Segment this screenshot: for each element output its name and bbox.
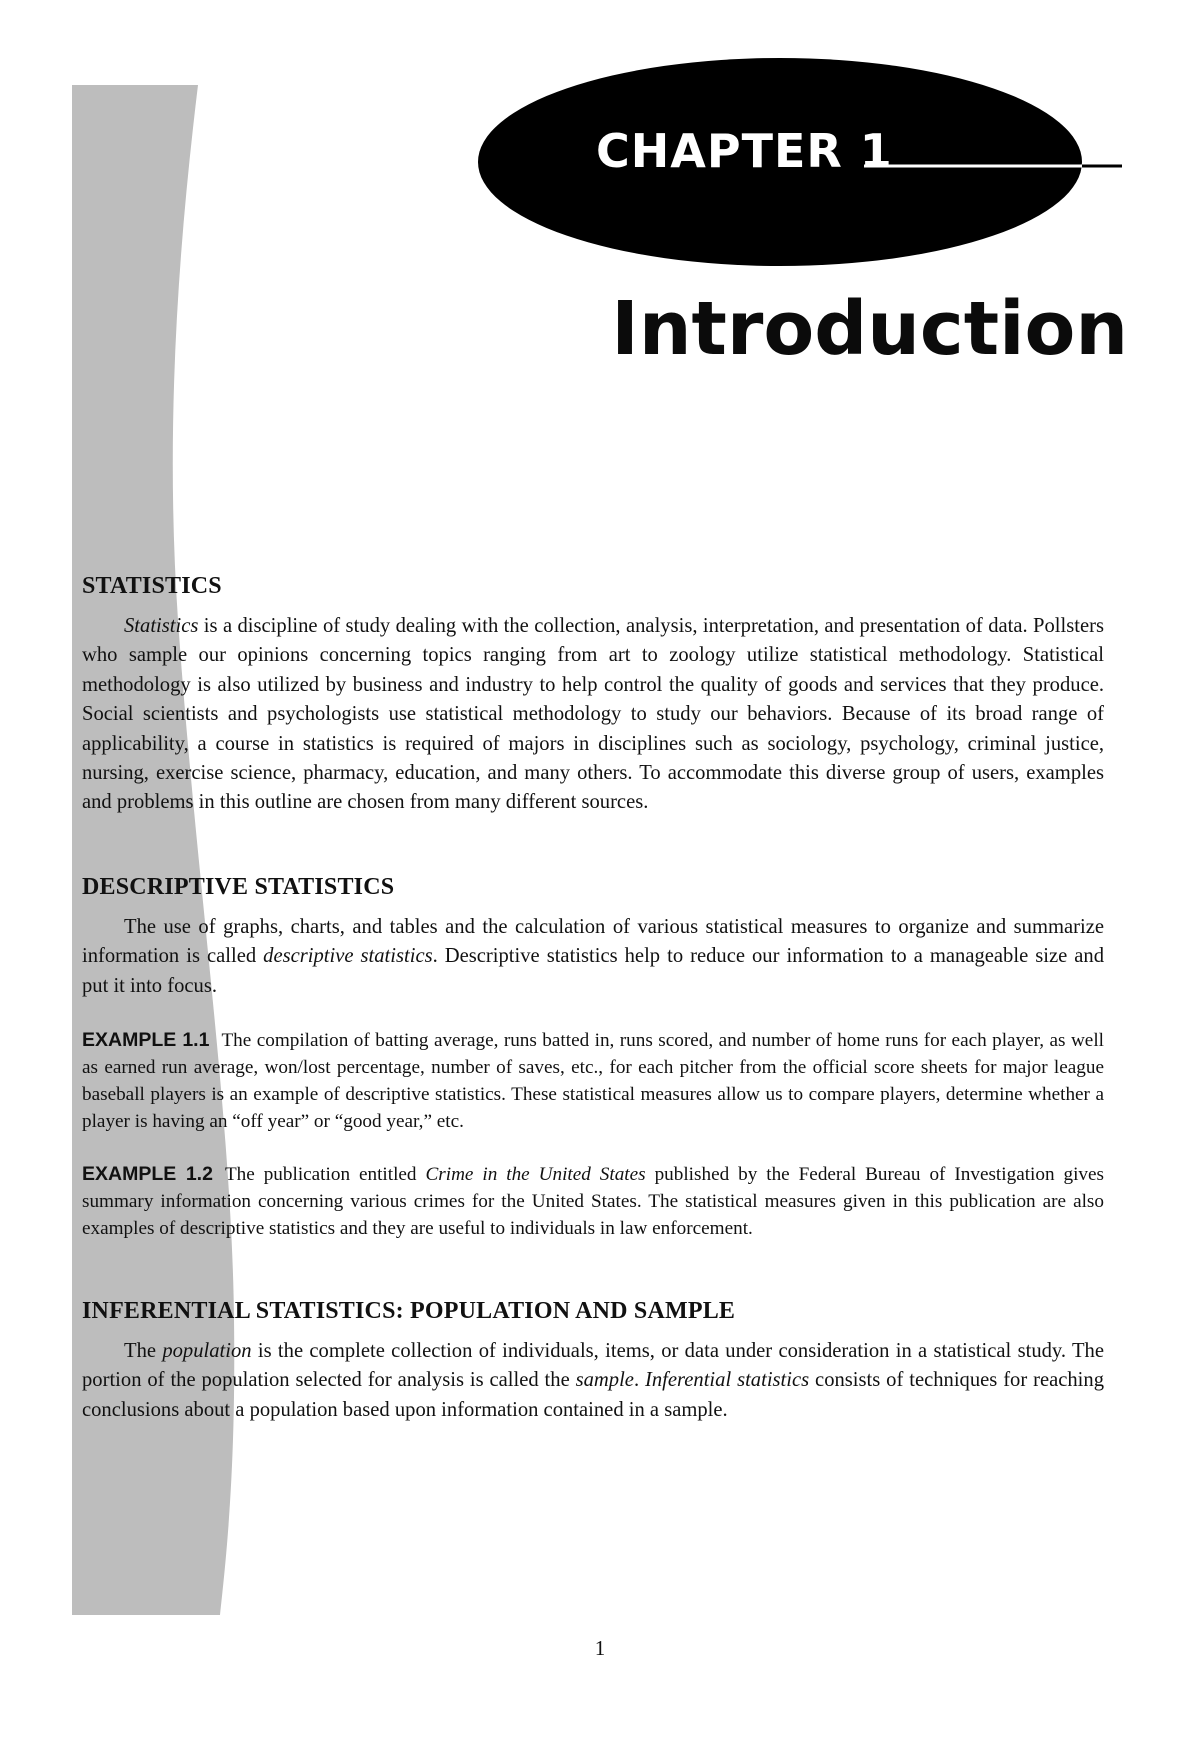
descriptive-paragraph	[82, 913, 1104, 1001]
section-heading: DESCRIPTIVE STATISTICS	[82, 873, 395, 900]
term-inferential-statistics: Inferential statistics	[645, 1369, 810, 1392]
example-text: The publication entitled	[224, 1164, 426, 1186]
section-descriptive-statistics	[82, 874, 1104, 1242]
example-text: The compilation of batting average, runs batted in, runs scored, and number of home runs for each player, as well as earned run average, won/lost percentage, number of saves, etc., for each pitcher from the official score sheets for major league baseball players is an example of descriptive statistics. These statistical measures allow us to compare players, determine whether a player is having an “off year” or “good year,” etc.	[82, 1030, 1104, 1133]
paragraph-text: . Descriptive statistics help to reduce our information to a manageable size and put it into focus.	[82, 945, 1104, 997]
example-text: published by the Federal Bureau of Investigation gives summary information concerning various crimes for the United States. The statistical measures given in this publication are also examples of descriptive statistics and they are useful to individuals in law enforcement.	[82, 1164, 1104, 1240]
paragraph-text: .	[633, 1369, 645, 1392]
chapter-title: Introduction	[611, 286, 1128, 372]
section-heading: INFERENTIAL STATISTICS: POPULATION AND SAMPLE	[82, 1298, 736, 1325]
section-statistics	[82, 573, 1104, 818]
paragraph-text: The	[124, 1340, 163, 1363]
statistics-paragraph	[82, 612, 1104, 818]
section-inferential-statistics	[82, 1298, 1104, 1425]
example-label: EXAMPLE 1.2	[82, 1163, 213, 1186]
example-1-2	[82, 1161, 1104, 1242]
publication-title: Crime in the United States	[425, 1164, 646, 1186]
paragraph-text: consists of techniques for reaching conclusions about a population based upon information contained in a sample.	[82, 1369, 1104, 1421]
example-1-1	[82, 1027, 1104, 1135]
term-population: population	[162, 1340, 252, 1363]
paragraph-text: is the complete collection of individuals, items, or data under consideration in a statistical study. The portion of the population selected for analysis is called the	[82, 1340, 1104, 1392]
page-number: 1	[594, 1636, 606, 1660]
section-heading: STATISTICS	[82, 573, 222, 599]
term-descriptive-statistics: descriptive statistics	[263, 945, 433, 968]
term-sample: sample	[575, 1369, 634, 1392]
chapter-label: CHAPTER 1	[596, 124, 893, 178]
term-statistics: Statistics	[124, 615, 199, 637]
example-label: EXAMPLE 1.1	[82, 1029, 210, 1052]
paragraph-text: The use of graphs, charts, and tables and the calculation of various statistical measures to organize and summarize information is called	[82, 915, 1104, 968]
inferential-paragraph	[82, 1337, 1104, 1425]
page-content	[82, 573, 1104, 1425]
paragraph-text: is a discipline of study dealing with the collection, analysis, interpretation, and presentation of data. Pollsters who sample our opinions concerning topics ranging from art to zoology utilize statistical methodology. Statistical methodology is also utilized by business and industry to help control the quality of goods and services that they produce. Social scientists and psychologists use statistical methodology to study our behaviors. Because of its broad range of applicability, a course in statistics is required of majors in disciplines such as sociology, psychology, criminal justice, nursing, exercise science, pharmacy, education, and many others. To accommodate this diverse group of users, examples and problems in this outline are chosen from many different sources.	[82, 615, 1104, 814]
